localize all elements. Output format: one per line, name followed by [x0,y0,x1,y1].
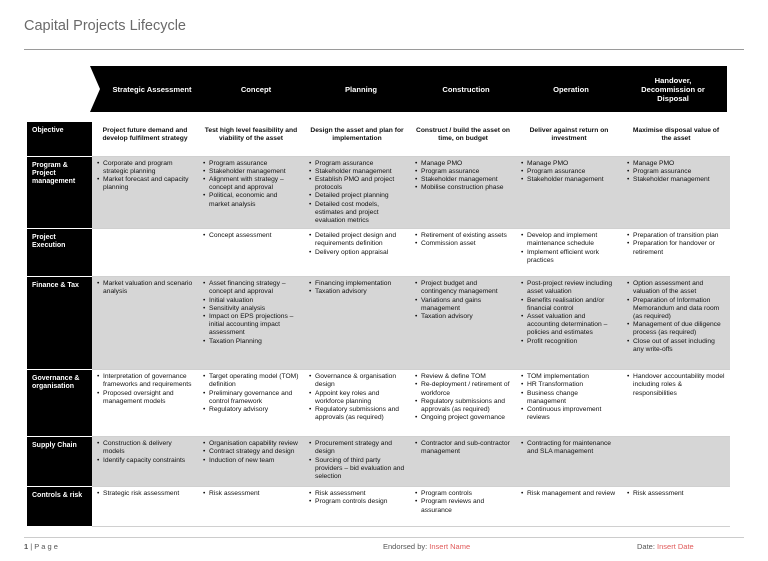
bullet-list [203,490,299,498]
bullet-item: • Detailed project design and requirements definition [315,232,405,248]
bullet-item: • Regulatory advisory [209,406,299,414]
bullet-item: • Management of due diligence process (as required) [633,321,725,337]
matrix-row [27,122,730,156]
bullet-list [203,440,299,465]
bullet-list [415,280,511,321]
matrix-cell [410,370,516,437]
bullet-item: • Regulatory submissions and approvals (as required) [421,398,511,414]
matrix-cell [198,229,304,277]
bullet-item: • Handover accountability model including roles & responsibilities [633,373,725,398]
bullet-list [309,373,405,422]
phase-label-concept: Concept [240,84,272,94]
bullet-list [521,490,617,498]
matrix-cell [92,370,198,437]
bullet-item: • Risk management and review [527,490,617,498]
bullet-item: • Program controls [421,490,511,498]
matrix-cell: Project future demand and develop fulfilment strategy [92,122,198,156]
bullet-item: • Risk assessment [633,490,725,498]
bullet-item: • Strategic risk assessment [103,490,193,498]
bullet-item: • Manage PMO [633,160,725,168]
bullet-item: • Contracting for maintenance and SLA management [527,440,617,456]
bullet-item: • Risk assessment [315,490,405,498]
bullet-item: • Program assurance [527,168,617,176]
bullet-list [97,160,193,193]
matrix-row [27,229,730,277]
footer-date [637,542,694,551]
phase-label-operation: Operation [553,84,589,94]
bullet-item: • Stakeholder management [527,176,617,184]
bullet-item: • Commission asset [421,240,511,248]
matrix-cell [622,229,730,277]
bullet-item: • Contract strategy and design [209,448,299,456]
bullet-item: • Re-deployment / retirement of workforce [421,381,511,397]
matrix-cell [92,437,198,487]
bullet-list [309,160,405,226]
row-header: Finance & Tax [27,277,92,370]
page-number-value: 1 [24,542,29,551]
row-header: Objective [27,122,92,156]
matrix-row [27,370,730,437]
bullet-item: • Stakeholder management [633,176,725,184]
bullet-list [97,490,193,498]
page-word: P a g e [34,542,58,551]
bullet-list [203,280,299,346]
bullet-item: • Variations and gains management [421,297,511,313]
bullet-item: • Program assurance [209,160,299,168]
bullet-item: • Profit recognition [527,338,617,346]
bullet-list [203,232,299,240]
bullet-list [97,440,193,465]
matrix-row [27,437,730,487]
title-divider [24,49,744,50]
bullet-item: • Program controls design [315,498,405,506]
bullet-item: • Concept assessment [209,232,299,240]
bullet-list [97,373,193,406]
bullet-list [415,490,511,515]
bullet-list [521,373,617,422]
matrix-cell [410,437,516,487]
bullet-item: • Procurement strategy and design [315,440,405,456]
footer-divider [24,537,744,538]
bullet-item: • Ongoing project governance [421,414,511,422]
matrix-cell [410,277,516,370]
matrix-cell: Test high level feasibility and viability of the asset [198,122,304,156]
matrix-cell [92,487,198,527]
bullet-list [309,440,405,481]
matrix-cell: Design the asset and plan for implementation [304,122,410,156]
bullet-item: • Alignment with strategy – concept and approval [209,176,299,192]
bullet-item: • Review & define TOM [421,373,511,381]
matrix-cell [516,370,622,437]
bullet-item: • Program assurance [315,160,405,168]
row-header: Project Execution [27,229,92,277]
bullet-list [415,440,511,456]
bullet-list [309,280,405,296]
bullet-list [627,373,725,398]
matrix-cell: Construct / build the asset on time, on budget [410,122,516,156]
matrix-cell [622,156,730,229]
bullet-item: • Program assurance [633,168,725,176]
bullet-list [309,232,405,257]
matrix-cell [304,487,410,527]
matrix-cell [516,487,622,527]
row-header: Governance & organisation [27,370,92,437]
phase-label-construction: Construction [442,84,490,94]
bullet-item: • Regulatory submissions and approvals (as required) [315,406,405,422]
bullet-item: • Manage PMO [527,160,617,168]
matrix-cell: Deliver against return on investment [516,122,622,156]
bullet-item: • Financing implementation [315,280,405,288]
bullet-item: • Preparation for handover or retirement [633,240,725,256]
matrix-cell [410,156,516,229]
matrix-cell [622,277,730,370]
matrix-row [27,156,730,229]
bullet-item: • Sourcing of third party providers – bid evaluation and selection [315,457,405,482]
matrix-cell [304,370,410,437]
bullet-item: • Stakeholder management [315,168,405,176]
bullet-item: • Option assessment and valuation of the asset [633,280,725,296]
row-header: Supply Chain [27,437,92,487]
matrix-cell [92,229,198,277]
endorsed-label: Endorsed by: [383,542,430,551]
matrix-cell [198,277,304,370]
bullet-item: • Identify capacity constraints [103,457,193,465]
bullet-item: • Construction & delivery models [103,440,193,456]
bullet-list [203,160,299,209]
bullet-item: • Risk assessment [209,490,299,498]
bullet-list [521,160,617,185]
bullet-item: • Detailed project planning [315,192,405,200]
matrix-cell [516,156,622,229]
bullet-list [627,280,725,354]
page-title: Capital Projects Lifecycle [24,18,186,34]
matrix-cell [516,437,622,487]
bullet-item: • Contractor and sub-contractor management [421,440,511,456]
bullet-item: • Target operating model (TOM) definition [209,373,299,389]
bullet-list [627,160,725,185]
bullet-list [203,373,299,414]
bullet-item: • Corporate and program strategic planning [103,160,193,176]
matrix-cell [198,156,304,229]
bullet-item: • Asset valuation and accounting determination – policies and estimates [527,313,617,338]
bullet-item: • HR Transformation [527,381,617,389]
bullet-list [415,160,511,193]
bullet-item: • Asset financing strategy – concept and approval [209,280,299,296]
bullet-item: • Continuous improvement reviews [527,406,617,422]
matrix-row [27,487,730,527]
bullet-item: • Organisation capability review [209,440,299,448]
bullet-item: • Develop and implement maintenance schedule [527,232,617,248]
bullet-item: • Induction of new team [209,457,299,465]
matrix-cell [304,277,410,370]
matrix-cell [622,370,730,437]
matrix-cell [198,370,304,437]
bullet-list [309,490,405,506]
bullet-item: • Market forecast and capacity planning [103,176,193,192]
matrix-cell [516,277,622,370]
bullet-item: • Close out of asset including any write-offs [633,338,725,354]
bullet-item: • Stakeholder management [209,168,299,176]
date-label: Date: [637,542,658,551]
bullet-item: • Initial valuation [209,297,299,305]
bullet-item: • Program reviews and assurance [421,498,511,514]
matrix-row [27,277,730,370]
bullet-item: • Taxation Planning [209,338,299,346]
bullet-item: • Proposed oversight and management models [103,390,193,406]
matrix-cell [92,156,198,229]
bullet-item: • Preliminary governance and control framework [209,390,299,406]
matrix-cell [304,437,410,487]
bullet-item: • Preparation of Information Memorandum and data room (as required) [633,297,725,322]
bullet-item: • Retirement of existing assets [421,232,511,240]
bullet-item: • Sensitivity analysis [209,305,299,313]
matrix-cell: Maximise disposal value of the asset [622,122,730,156]
bullet-list [97,280,193,296]
bullet-item: • Program assurance [421,168,511,176]
bullet-item: • Stakeholder management [421,176,511,184]
bullet-item: • Market valuation and scenario analysis [103,280,193,296]
bullet-item: • Preparation of transition plan [633,232,725,240]
bullet-item: • Post-project review including asset valuation [527,280,617,296]
matrix-cell [516,229,622,277]
bullet-item: • Delivery option appraisal [315,249,405,257]
bullet-item: • Manage PMO [421,160,511,168]
bullet-item: • Implement efficient work practices [527,249,617,265]
phase-label-planning: Planning [344,84,378,94]
bullet-list [415,232,511,248]
bullet-item: • Business change management [527,390,617,406]
phase-label-handover: Handover, Decommission or Disposal [641,75,705,103]
bullet-item: • Impact on EPS projections – initial accounting impact assessment [209,313,299,338]
bullet-item: • Establish PMO and project protocols [315,176,405,192]
bullet-list [521,280,617,346]
page-number [24,542,58,551]
matrix-cell [92,277,198,370]
lifecycle-matrix [27,122,730,527]
matrix-cell [304,229,410,277]
bullet-item: • Interpretation of governance frameworks and requirements [103,373,193,389]
bullet-item: • Detailed cost models, estimates and project evaluation metrics [315,201,405,226]
matrix-cell [198,487,304,527]
matrix-cell [622,487,730,527]
endorsed-name-placeholder: Insert Name [429,542,471,551]
matrix-cell [304,156,410,229]
bullet-list [415,373,511,422]
endorsed-by [383,542,470,551]
matrix-cell [410,487,516,527]
phase-chevron-bar [90,66,727,112]
date-placeholder: Insert Date [657,542,694,551]
bullet-item: • Political, economic and market analysis [209,192,299,208]
bullet-item: • Mobilise construction phase [421,184,511,192]
phase-label-strategic-assessment: Strategic Assessment [112,84,192,94]
matrix-cell [410,229,516,277]
bullet-list [521,440,617,456]
matrix-cell [622,437,730,487]
bullet-item: • Appoint key roles and workforce planning [315,390,405,406]
bullet-item: • Governance & organisation design [315,373,405,389]
bullet-item: • Taxation advisory [315,288,405,296]
bullet-list [627,490,725,498]
page-separator: | [28,542,35,551]
bullet-item: • TOM implementation [527,373,617,381]
bullet-item: • Benefits realisation and/or financial control [527,297,617,313]
bullet-list [521,232,617,265]
bullet-item: • Project budget and contingency management [421,280,511,296]
row-header: Program & Project management [27,156,92,229]
bullet-list [627,232,725,257]
row-header: Controls & risk [27,487,92,527]
matrix-cell [198,437,304,487]
bullet-item: • Taxation advisory [421,313,511,321]
